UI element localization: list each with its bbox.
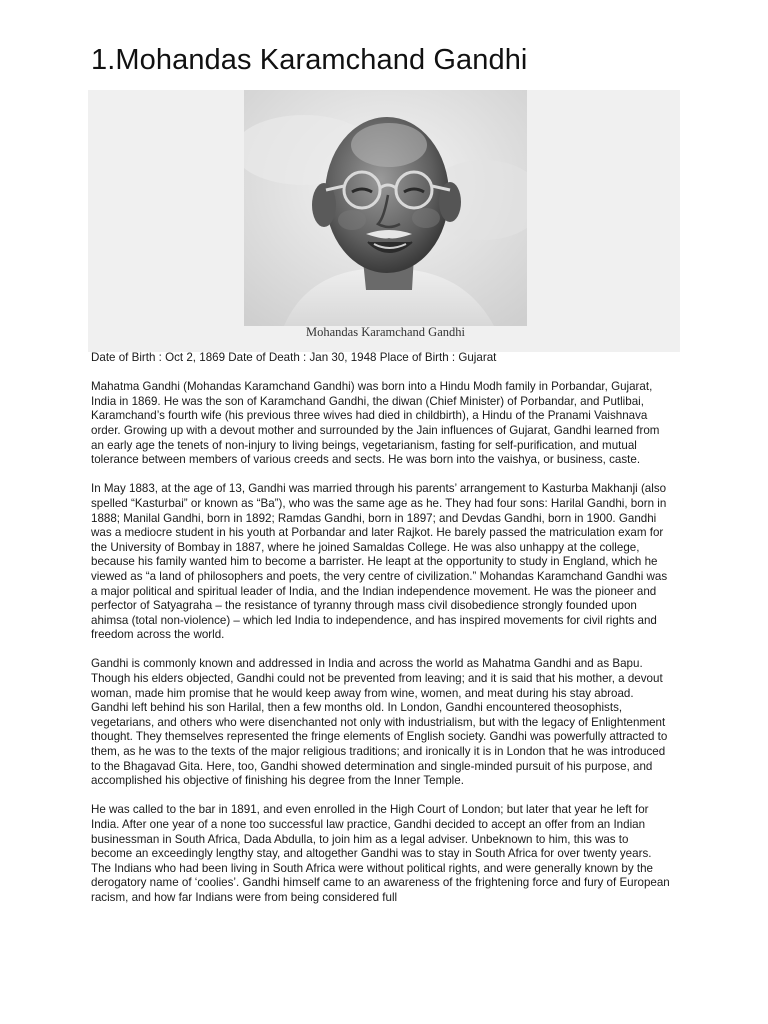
portrait-photo bbox=[244, 90, 527, 326]
paragraph-1: Mahatma Gandhi (Mohandas Karamchand Gandhi) was born into a Hindu Modh family in Porbandar, Gujarat, India in 1869. He was the son of Karamchand Gandhi, the diwan (Chief Minister) of Porbandar, and Putlibai, Karamchand’s fourth wife (his previous three wives had died in childbirth), a Hindu of the Pranami Vaishnava order. Growing up with a devout mother and surrounded by the Jain influences of Gujarat, Gandhi learned from an early age the tenets of non-injury to living beings, vegetarianism, fasting for self-purification, and mutual tolerance between members of various creeds and sects. He was born into the vaishya, or business, caste. bbox=[91, 380, 660, 467]
paragraph-2: In May 1883, at the age of 13, Gandhi was married through his parents’ arrangement to Kasturba Makhanji (also spelled “Kasturbai” or known as “Ba”), who was the same age as he. They had four sons: Harilal Gandhi, born in 1888; Manilal Gandhi, born in 1892; Ramdas Gandhi, born in 1897; and Devdas Gandhi, born in 1900. Gandhi was a mediocre student in his youth at Porbandar and later Rajkot. He barely passed the matriculation exam for the University of Bombay in 1887, where he joined Samaldas College. He was also unhappy at the college, because his family wanted him to become a barrister. He leapt at the opportunity to study in England, which he viewed as “a land of philosophers and poets, the very centre of civilization.” Mohandas Karamchand Gandhi was a major political and spiritual leader of India, and the Indian independence movement. He was the pioneer and perfector of Satyagraha – the resistance of tyranny through mass civil disobedience strongly founded upon ahimsa (total non-violence) – which led India to independence, and has inspired movements for civil rights and freedom across the world. bbox=[91, 482, 668, 642]
portrait-illustration bbox=[244, 90, 527, 326]
facts-line: Date of Birth : Oct 2, 1869 Date of Death : Jan 30, 1948 Place of Birth : Gujarat bbox=[91, 351, 497, 364]
article-body bbox=[91, 351, 671, 920]
paragraph-3: Gandhi is commonly known and addressed in India and across the world as Mahatma Gandhi and as Bapu. Though his elders objected, Gandhi could not be prevented from leaving; and it is said that his mother, a devout woman, made him promise that he would keep away from wine, women, and meat during his stay abroad. Gandhi left behind his son Harilal, then a few months old. In London, Gandhi encountered theosophists, vegetarians, and others who were disenchanted not only with industrialism, but with the legacy of Enlightenment thought. They themselves represented the fringe elements of English society. Gandhi was powerfully attracted to them, as he was to the texts of the major religious traditions; and ironically it is in London that he was introduced to the Bhagavad Gita. Here, too, Gandhi showed determination and single-minded pursuit of his purpose, and accomplished his objective of finishing his degree from the Inner Temple. bbox=[91, 657, 668, 788]
figure-caption: Mohandas Karamchand Gandhi bbox=[306, 325, 465, 339]
paragraph-4: He was called to the bar in 1891, and even enrolled in the High Court of London; but later that year he left for India. After one year of a none too successful law practice, Gandhi decided to accept an offer from an Indian businessman in South Africa, Dada Abdulla, to join him as a legal adviser. Unbeknown to him, this was to become an exceedingly lengthy stay, and altogether Gandhi was to stay in South Africa for over twenty years. The Indians who had been living in South Africa were without political rights, and were generally known by the derogatory name of ‘coolies’. Gandhi himself came to an awareness of the frightening force and fury of European racism, and how far Indians were from being considered full bbox=[91, 803, 670, 904]
page-title: 1.Mohandas Karamchand Gandhi bbox=[91, 44, 528, 76]
